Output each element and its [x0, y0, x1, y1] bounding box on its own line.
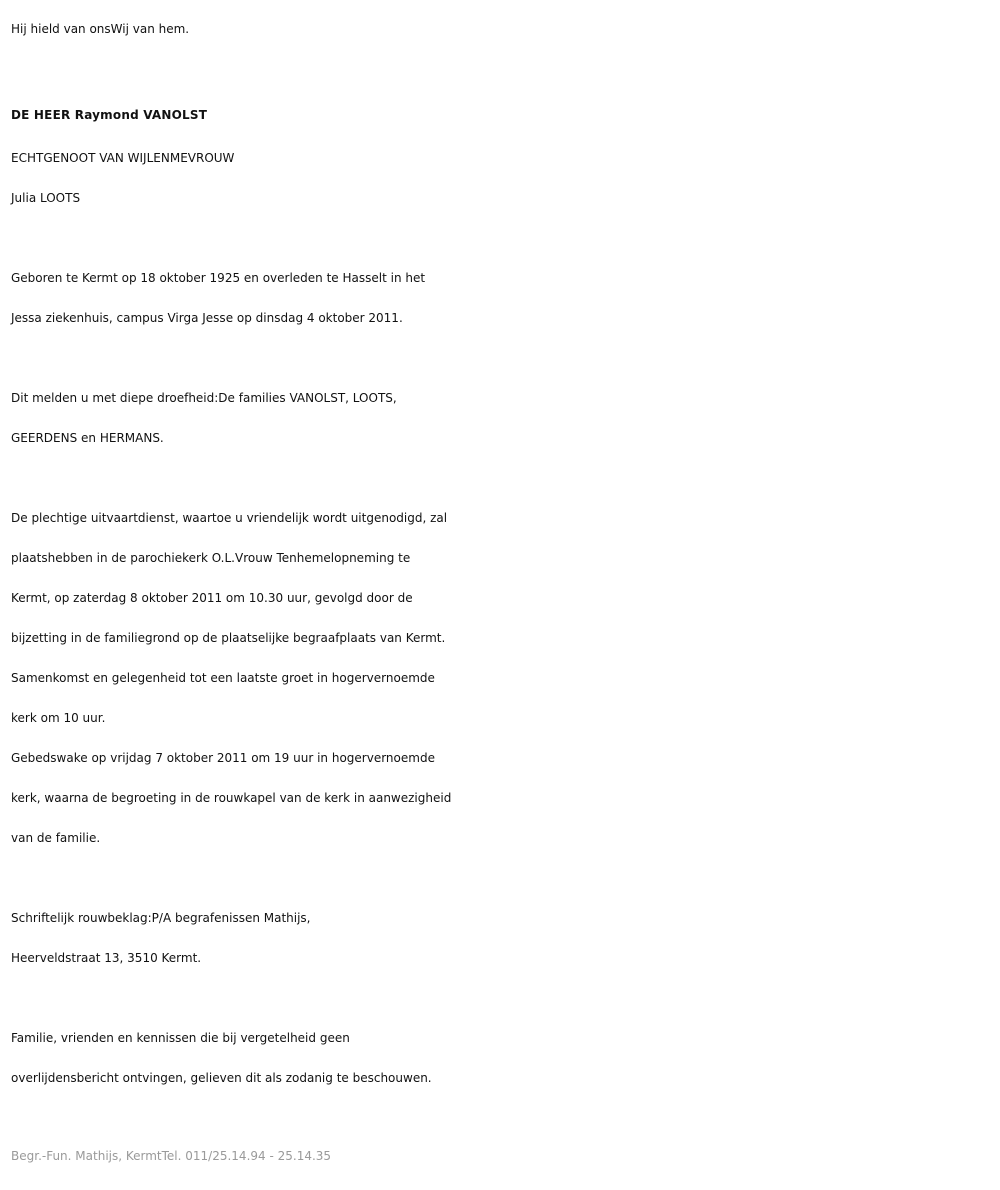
paragraph-line: Schriftelijk rouwbeklag:P/A begrafenissen Mathijs,	[11, 911, 311, 925]
paragraph-line: Samenkomst en gelegenheid tot een laatste groet in hogervernoemde	[11, 671, 435, 685]
birth-death-paragraph	[11, 258, 990, 338]
paragraph-line: Dit melden u met diepe droefheid:De families VANOLST, LOOTS,	[11, 391, 397, 405]
paragraph-line: Kermt, op zaterdag 8 oktober 2011 om 10.30 uur, gevolgd door de	[11, 591, 413, 605]
paragraph-line: Geboren te Kermt op 18 oktober 1925 en overleden te Hasselt in het	[11, 271, 426, 285]
paragraph-line: De plechtige uitvaartdienst, waartoe u vriendelijk wordt uitgenodigd, zal	[11, 511, 448, 525]
funeral-home-footer: Begr.-Fun. Mathijs, KermtTel. 011/25.14.94 - 25.14.35	[11, 1149, 332, 1163]
paragraph-line: kerk, waarna de begroeting in de rouwkapel van de kerk in aanwezigheid	[11, 791, 452, 805]
paragraph-line: GEERDENS en HERMANS.	[11, 431, 164, 445]
spouse-line-2: Julia LOOTS	[11, 191, 81, 205]
notice-paragraph	[11, 1018, 990, 1098]
paragraph-line: plaatshebben in de parochiekerk O.L.Vrouw Tenhemelopneming te	[11, 551, 411, 565]
spouse-line-1: ECHTGENOOT VAN WIJLENMEVROUW	[11, 151, 235, 165]
announcers-paragraph	[11, 378, 990, 458]
paragraph-line: kerk om 10 uur.	[11, 711, 106, 725]
paragraph-line: Jessa ziekenhuis, campus Virga Jesse op dinsdag 4 oktober 2011.	[11, 311, 403, 325]
paragraph-line: Familie, vrienden en kennissen die bij vergetelheid geen	[11, 1031, 350, 1045]
paragraph-line: van de familie.	[11, 831, 101, 845]
ceremony-paragraph	[11, 498, 990, 858]
intro-line: Hij hield van onsWij van hem.	[11, 22, 190, 36]
paragraph-line: Heerveldstraat 13, 3510 Kermt.	[11, 951, 202, 965]
paragraph-line: Gebedswake op vrijdag 7 oktober 2011 om 19 uur in hogervernoemde	[11, 751, 435, 765]
paragraph-line: bijzetting in de familiegrond op de plaatselijke begraafplaats van Kermt.	[11, 631, 446, 645]
condolences-paragraph	[11, 898, 990, 978]
deceased-name: DE HEER Raymond VANOLST	[11, 108, 208, 122]
paragraph-line: overlijdensbericht ontvingen, gelieven dit als zodanig te beschouwen.	[11, 1071, 432, 1085]
